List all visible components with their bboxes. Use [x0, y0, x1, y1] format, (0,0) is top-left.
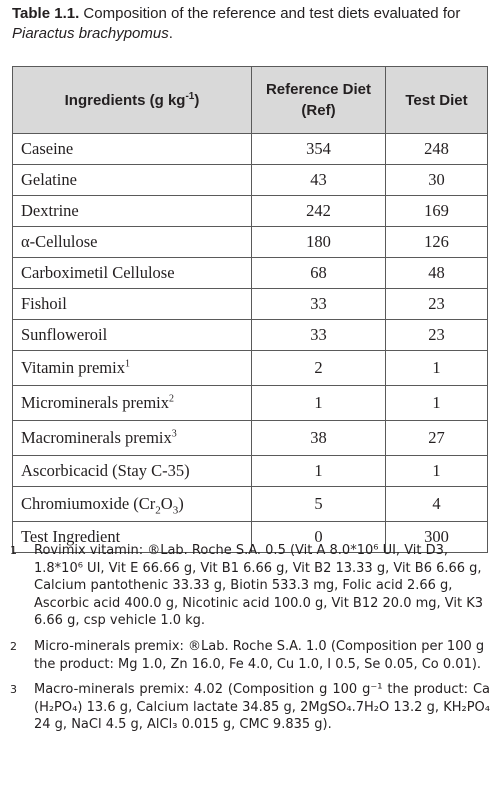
reference-value: 68	[252, 258, 386, 289]
reference-value: 43	[252, 165, 386, 196]
test-value: 1	[386, 456, 488, 487]
test-value: 169	[386, 196, 488, 227]
footnote-1	[0, 542, 500, 630]
footnote-ref: 2	[169, 393, 175, 405]
ingredient-name: Sunfloweroil	[13, 320, 252, 351]
footnote-3	[0, 681, 500, 734]
reference-value: 180	[252, 227, 386, 258]
table-row	[13, 134, 488, 165]
ingredient-name: Caseine	[13, 134, 252, 165]
ingredient-name: Test Ingredient	[13, 522, 252, 553]
footnote-text: Micro-minerals premix: ®Lab. Roche S.A. 1.0 (Composition per 100 g the product: Mg 1.0, Zn 16.0, Fe 4.0, Cu 1.0, I 0.5, Se 0.05, Co 0.01).	[34, 638, 485, 672]
table-row	[13, 421, 488, 456]
test-value: 1	[386, 351, 488, 386]
footnote-text: Macro-minerals premix: 4.02 (Composition g 100 g⁻¹ the product: Ca (H₂PO₄) 13.6 g, Calcium lactate 34.85 g, 2MgSO₄.7H₂O 13.2 g, KH₂PO₄ 24 g, NaCl 4.5 g, AlCl₃ 0.015 g, CMC 9.835 g).	[34, 682, 490, 733]
test-value: 126	[386, 227, 488, 258]
caption-label: Table 1.1.	[12, 5, 80, 22]
footnote-number: 1	[10, 544, 17, 557]
footnote-number: 2	[10, 639, 17, 653]
table-row	[13, 258, 488, 289]
test-value: 48	[386, 258, 488, 289]
ingredient-name: Fishoil	[13, 289, 252, 320]
footnote-text: Rovimix vitamin: ®Lab. Roche S.A. 0.5 (Vit A 8.0*10⁶ UI, Vit D3, 1.8*10⁶ UI, Vit E 66.66 g, Vit B1 6.66 g, Vit B2 13.33 g, Vit B6 6.66 g, Calcium pantothenic 33.33 g, Biotin 533.3 mg, Folic acid 2.66 g, Ascorbic acid 400.0 g, Nicotinic acid 100.0 g, Vit B12 20.0 mg, Vit K3 6.66 g, csp vehicle 1.0 kg.	[34, 543, 484, 629]
footnote-ref: 1	[124, 358, 130, 370]
reference-value: 1	[252, 386, 386, 421]
ingredient-name: Macrominerals premix$^3$	[13, 421, 252, 456]
footnote-2	[0, 638, 500, 673]
table-row	[13, 456, 488, 487]
test-value: 4	[386, 487, 488, 522]
table-row	[13, 386, 488, 421]
reference-value: 2	[252, 351, 386, 386]
table-row	[13, 351, 488, 386]
table-row	[13, 289, 488, 320]
ingredient-name: Gelatine	[13, 165, 252, 196]
footnote-number: 3	[10, 683, 17, 697]
table-row	[13, 196, 488, 227]
ingredient-name: Chromiumoxide $(Cr_2O_3)$	[13, 487, 252, 522]
ingredient-name: Ascorbicacid (Stay C-35)	[13, 456, 252, 487]
test-value: 23	[386, 320, 488, 351]
table-row	[13, 487, 488, 522]
footnote-ref: 3	[171, 428, 177, 440]
table-row	[13, 227, 488, 258]
reference-value: 0	[252, 522, 386, 553]
reference-value: 33	[252, 320, 386, 351]
reference-value: 1	[252, 456, 386, 487]
caption-species: Piaractus brachypomus	[12, 25, 169, 42]
table-row	[13, 165, 488, 196]
ingredient-name: Microminerals premix$^2$	[13, 386, 252, 421]
ingredient-name: α-Cellulose	[13, 227, 252, 258]
caption-end: .	[168, 25, 173, 42]
diet-composition-table	[12, 66, 488, 553]
reference-value: 242	[252, 196, 386, 227]
test-value: 23	[386, 289, 488, 320]
test-value: 27	[386, 421, 488, 456]
header-reference-diet: Reference Diet (Ref)	[252, 67, 386, 134]
header-ingredients: Ingredients (g $kg^{-1}$)	[13, 67, 252, 134]
reference-value: 38	[252, 421, 386, 456]
test-value: 248	[386, 134, 488, 165]
reference-value: 354	[252, 134, 386, 165]
ingredient-name: Dextrine	[13, 196, 252, 227]
ingredient-name: Carboximetil Cellulose	[13, 258, 252, 289]
test-value: 30	[386, 165, 488, 196]
reference-value: 5	[252, 487, 386, 522]
table-row	[13, 320, 488, 351]
table-caption	[12, 4, 492, 44]
reference-value: 33	[252, 289, 386, 320]
footnotes	[0, 542, 500, 742]
test-value: 1	[386, 386, 488, 421]
ingredient-name: Vitamin premix$^1$	[13, 351, 252, 386]
caption-text: Composition of the reference and test diets evaluated for	[79, 5, 461, 22]
test-value: 300	[386, 522, 488, 553]
table-header-row	[13, 67, 488, 134]
header-test-diet: Test Diet	[386, 67, 488, 134]
